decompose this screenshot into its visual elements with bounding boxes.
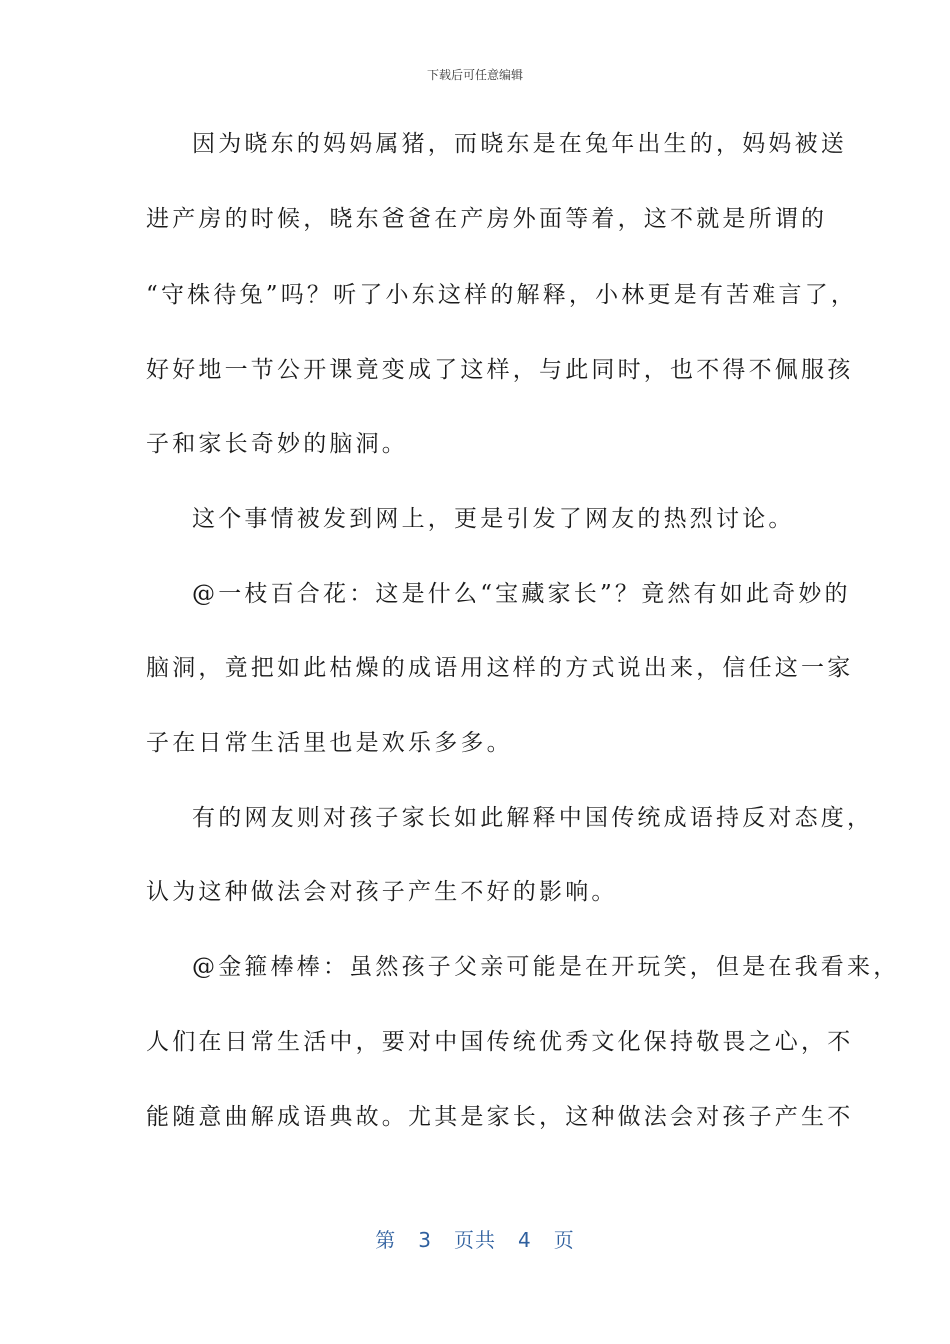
paragraph-line: 因为晓东的妈妈属猪，而晓东是在兔年出生的，妈妈被送 — [192, 131, 847, 157]
header-note: 下载后可任意编辑 — [426, 68, 523, 82]
paragraph-line: 脑洞，竟把如此枯燥的成语用这样的方式说出来，信任这一家 — [146, 655, 854, 681]
page-prefix: 第 — [375, 1228, 397, 1252]
page-footer — [0, 1224, 950, 1253]
paragraph-line: 子在日常生活里也是欢乐多多。 — [146, 730, 513, 756]
current-page-number: 3 — [418, 1228, 432, 1252]
paragraph-line: 这个事情被发到网上，更是引发了网友的热烈讨论。 — [192, 506, 795, 532]
page-suffix: 页 — [553, 1228, 575, 1252]
paragraph-line: 有的网友则对孩子家长如此解释中国传统成语持反对态度， — [192, 805, 874, 831]
paragraph-line: 能随意曲解成语典故。尤其是家长，这种做法会对孩子产生不 — [146, 1104, 854, 1130]
paragraph-line: 子和家长奇妙的脑洞。 — [146, 431, 408, 457]
paragraph-line: 好好地一节公开课竟变成了这样，与此同时，也不得不佩服孩 — [146, 357, 854, 383]
paragraph-line: @金箍棒棒：虽然孩子父亲可能是在开玩笑，但是在我看来， — [192, 954, 900, 980]
total-pages-number: 4 — [518, 1228, 532, 1252]
paragraph-line: 人们在日常生活中，要对中国传统优秀文化保持敬畏之心，不 — [146, 1029, 854, 1055]
page-middle: 页共 — [454, 1228, 496, 1252]
paragraph-line: 进产房的时候，晓东爸爸在产房外面等着，这不就是所谓的 — [146, 206, 828, 232]
paragraph-line: 认为这种做法会对孩子产生不好的影响。 — [146, 879, 618, 905]
paragraph-line: @一枝百合花：这是什么“宝藏家长”？竟然有如此奇妙的 — [192, 581, 851, 607]
paragraph-line: “守株待兔”吗？听了小东这样的解释，小林更是有苦难言了， — [146, 282, 858, 308]
